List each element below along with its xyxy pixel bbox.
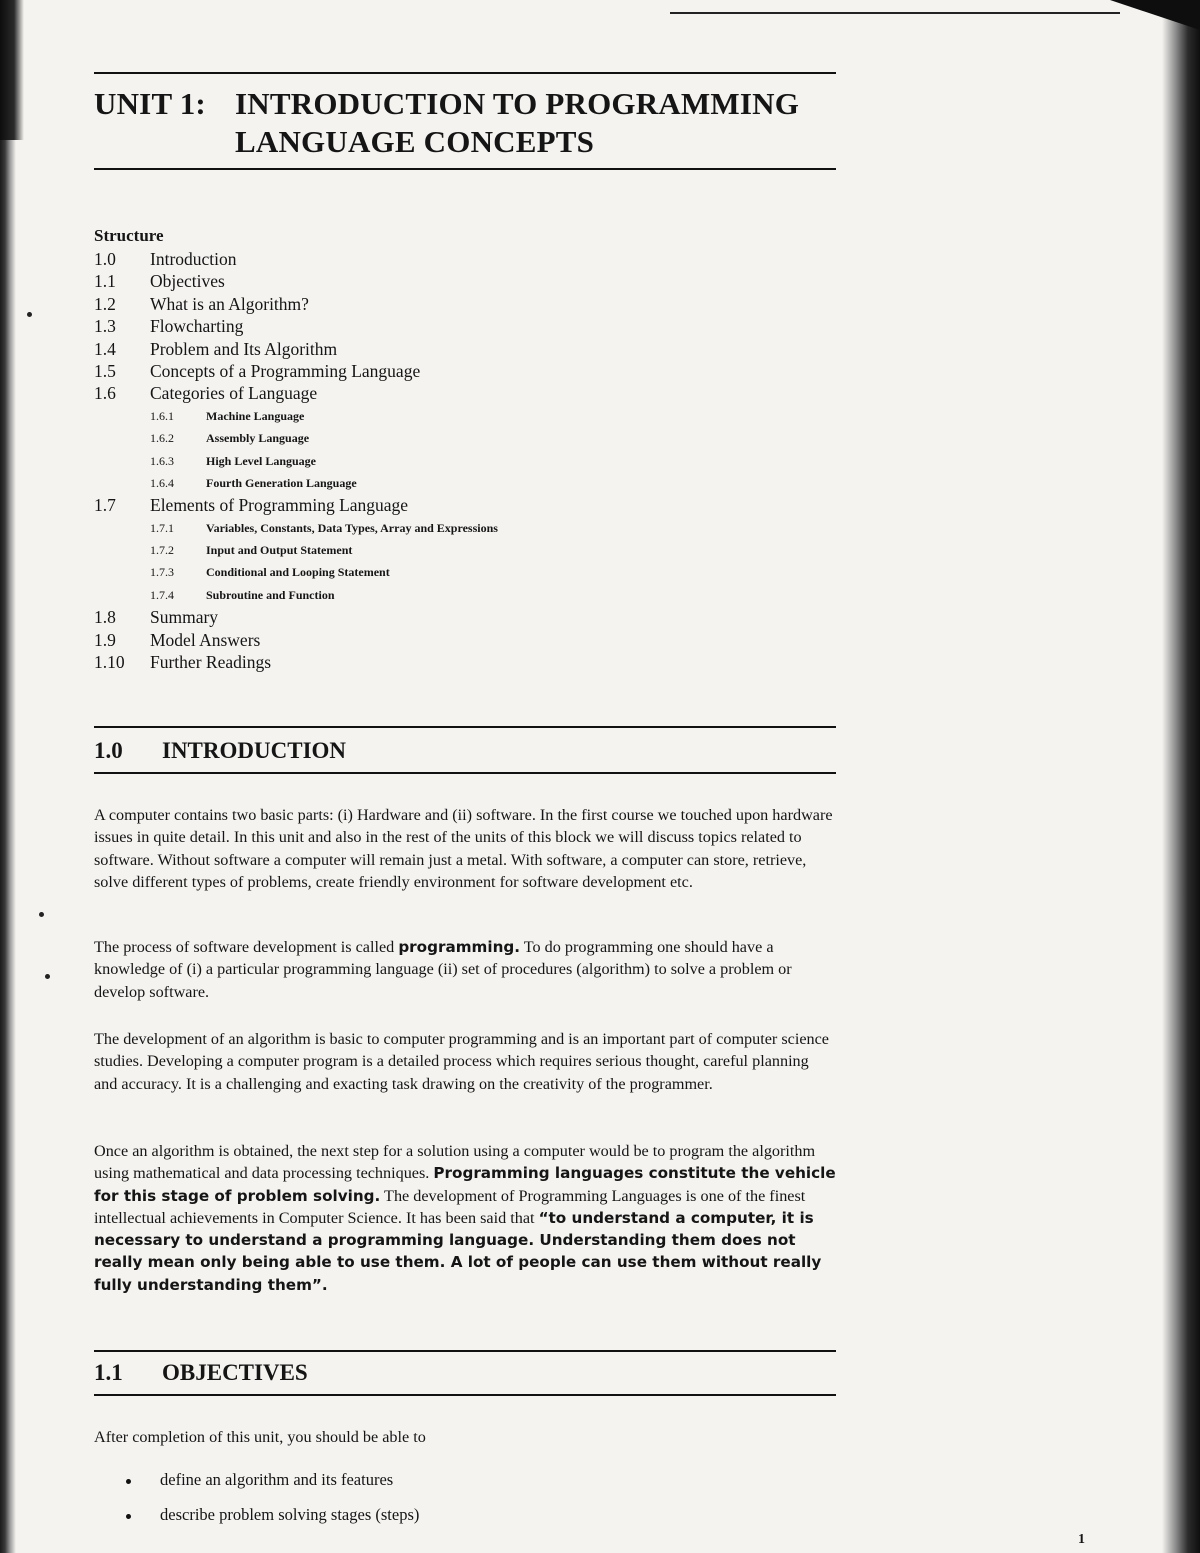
scan-speck (27, 312, 32, 317)
toc-item: 1.9 Model Answers (94, 629, 261, 650)
scan-edge-left (0, 0, 16, 1553)
objectives-list (94, 1470, 836, 1540)
scan-edge-left-top (0, 0, 24, 140)
toc-item: 1.5 Concepts of a Programming Language (94, 360, 421, 381)
bullet-icon (126, 1514, 131, 1519)
toc-subitem: 1.6.1 Machine Language (150, 408, 305, 423)
toc-item: 1.0 Introduction (94, 249, 237, 269)
toc-subitem: 1.6.3 High Level Language (150, 453, 317, 468)
toc-subitem: 1.6.4 Fourth Generation Language (150, 475, 357, 490)
intro-paragraph-2: The process of software development is called programming. To do programming one should have a knowledge of (i) a particular programming language (ii) set of procedures (algorithm) to solve a problem or develop software. (94, 938, 792, 1001)
toc-subitem: 1.7.1 Variables, Constants, Data Types, Array and Expressions (150, 520, 498, 535)
toc-item: 1.7 Elements of Programming Language (94, 495, 409, 516)
toc-item: 1.3 Flowcharting (94, 316, 244, 337)
toc-subitem: 1.6.2 Assembly Language (150, 431, 310, 446)
objectives-lead: After completion of this unit, you should be able to (94, 1428, 426, 1446)
section-rule-bottom (94, 772, 836, 774)
title-rule-top (94, 72, 836, 74)
unit-title-line-2: LANGUAGE CONCEPTS (235, 124, 595, 159)
list-item: define an algorithm and its features (94, 1470, 836, 1505)
structure-heading: Structure (94, 226, 164, 245)
header-rule (670, 12, 1120, 14)
toc-item: 1.1 Objectives (94, 271, 225, 292)
intro-paragraph-1: A computer contains two basic parts: (i) Hardware and (ii) software. In the first course we touched upon hardware issues in quite detail. In this unit and also in the rest of the units of this block we will discuss topics related to software. Without software a computer will remain just a metal. With software, a computer can store, retrieve, solve different types of problems, create friendly environment for software development etc. (94, 806, 833, 891)
title-rule-bottom (94, 168, 836, 170)
intro-paragraph-4: Once an algorithm is obtained, the next step for a solution using a computer would be to program the algorithm using mathematical and data processing techniques. Programming languages constitute the vehicle for this stage of problem solving. The development of Programming Languages is one of the finest intellectual achievements in Computer Science. It has been said that “to understand a computer, it is necessary to understand a programming language. Understanding them does not really mean only being able to use them. A lot of people can use them without really fully understanding them”. (94, 1142, 836, 1294)
toc-item: 1.4 Problem and Its Algorithm (94, 338, 338, 359)
list-item: describe problem solving stages (steps) (94, 1505, 836, 1540)
section-number: 1.1 (94, 1360, 123, 1385)
section-title: OBJECTIVES (162, 1360, 308, 1385)
toc-item: 1.10 Further Readings (94, 652, 272, 673)
scan-speck (45, 974, 50, 979)
toc-item: 1.6 Categories of Language (94, 383, 318, 404)
toc-item: 1.2 What is an Algorithm? (94, 293, 309, 314)
toc-item: 1.8 Summary (94, 607, 219, 628)
toc-subitem: 1.7.4 Subroutine and Function (150, 587, 335, 602)
section-rule-bottom (94, 1394, 836, 1396)
toc-subitem: 1.7.2 Input and Output Statement (150, 543, 353, 558)
scan-corner (1110, 0, 1200, 30)
scan-speck (39, 912, 44, 917)
section-rule-top (94, 726, 836, 728)
unit-number: UNIT 1: (94, 86, 206, 121)
section-rule-top (94, 1350, 836, 1352)
intro-paragraph-3: The development of an algorithm is basic to computer programming and is an important part of computer science studies. Developing a computer program is a detailed process which requires serious thought, careful planning and accuracy. It is a challenging and exacting task drawing on the creativity of the programmer. (94, 1030, 829, 1093)
unit-title-line-1: INTRODUCTION TO PROGRAMMING (235, 86, 800, 121)
section-title: INTRODUCTION (162, 738, 347, 763)
page-number: 1 (1078, 1532, 1085, 1547)
toc-subitem: 1.7.3 Conditional and Looping Statement (150, 565, 390, 580)
scan-edge-right (1162, 0, 1200, 1553)
section-number: 1.0 (94, 738, 123, 763)
bullet-icon (126, 1479, 131, 1484)
table-of-contents (94, 248, 814, 673)
